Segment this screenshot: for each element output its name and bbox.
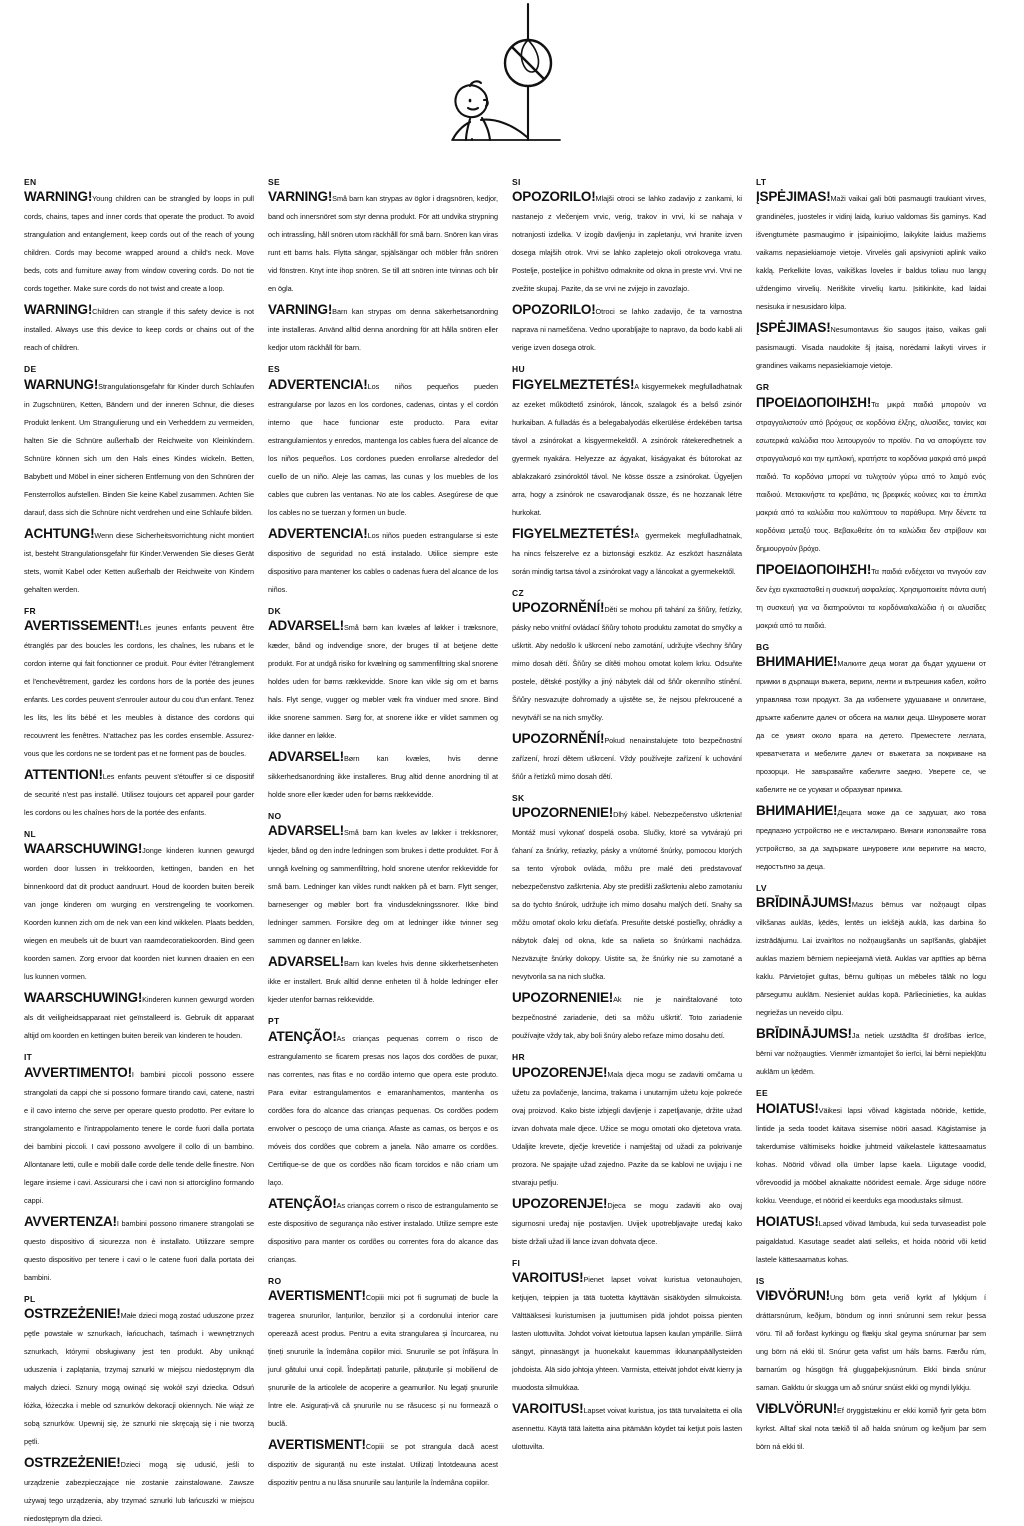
warning-title: OSTRZEŻENIE! <box>24 1306 121 1322</box>
language-block-it <box>24 1053 254 1284</box>
warning-paragraph <box>512 376 742 520</box>
language-code: EN <box>24 177 37 187</box>
language-code: RO <box>268 1275 282 1286</box>
warning-paragraph <box>268 822 498 948</box>
warning-title: ĮSPĖJIMAS! <box>756 189 831 205</box>
warning-paragraph <box>512 525 742 579</box>
warning-body: Maži vaikai gali būti pasmaugti traukiant virves, grandinėles, juosteles ir vidinį laidą, kuriuo valdomas šis gaminys. Kad išvengtumėte pasmaugimo ir įsipainiojimo, laikykite laidus mažiems vaikams nepasiekiamoje vietoje. Virvelės gali apsivynioti aplink vaiko kaklą. Perkelkite lovas, vaikiškas loveles ir baldus toliau nuo langų uždengimo virvelių. Neriškite virvelių kartu. Įsitikinkite, kad laidai nesisuka ir nesusidaro kilpa. <box>756 194 986 312</box>
warning-title: ACHTUNG! <box>24 525 95 541</box>
warning-text-columns <box>0 177 1024 1524</box>
warning-title: HOIATUS! <box>756 1100 819 1116</box>
warning-paragraph <box>268 1195 498 1267</box>
warning-body: Децата може да се задушат, ако това предпазно устройство не е инсталирано. Винаги използвайте това устройство, за да задържате шнуровете или веригите на място, недостъпно за деца. <box>756 808 986 872</box>
warning-paragraph <box>268 1028 498 1190</box>
warning-body: Små barn kan kveles av løkker i trekksnorer, kjeder, bånd og den indre ledningen som brukes i dette produktet. For å unngå kvelning og sammenfiltring, hold snorene utenfor rekkevidde for små barn. Ledninger kan vikles rundt nakken på et barn. Flytt senger, barnesenger og møbler bort fra vindusdekningssnorer. Ikke bind ledninger sammen. Forsikre deg om at ledninger ikke tvinner seg sammen og danner en løkke. <box>268 828 498 946</box>
warning-title: AVVERTIMENTO! <box>24 1064 132 1080</box>
warning-title: AVVERTENZA! <box>24 1213 117 1229</box>
warning-paragraph <box>24 766 254 820</box>
warning-title: UPOZORENJE! <box>512 1064 608 1080</box>
warning-paragraph <box>268 301 498 355</box>
warning-title: WAARSCHUWING! <box>24 990 143 1006</box>
warning-paragraph <box>512 188 742 296</box>
language-block-bg <box>756 643 986 874</box>
warning-paragraph <box>512 804 742 984</box>
warning-paragraph <box>268 1436 498 1490</box>
warning-body: A gyermekek megfulladhatnak, ha nincs felszerelve ez a biztonsági eszköz. Az eszközt használata során mindig tartsa távol a zsinórokat vagy a láncokat a gyermekektől. <box>512 530 742 576</box>
language-block-en <box>24 178 254 355</box>
language-code: EE <box>756 1088 768 1099</box>
language-code: DE <box>24 364 37 375</box>
language-code: DK <box>268 605 281 616</box>
warning-body: Mlajši otroci se lahko zadavijo z zankami, ki nastanejo z vlečenjem vrvic, verig, trakov in vrvi, ki se nahaja v notranjosti izdelka. V izogib davljenju in zapletanju, vrvi hranite izven dosega mlajših otrok. Vrvi se lahko zapletejo okoli otrokovega vratu. Postelje, posteljice in pohištvo odmaknite od okna in preste vrvi. Vrvi ne zvežite skupaj. Pazite, da se vrvi ne zvijejo in zavozlajo. <box>512 194 742 294</box>
language-code: PT <box>268 1016 280 1027</box>
language-block-ee <box>756 1089 986 1266</box>
language-code: HR <box>512 1052 525 1063</box>
warning-paragraph <box>24 617 254 761</box>
warning-paragraph <box>268 953 498 1007</box>
language-block-gr <box>756 383 986 632</box>
warning-paragraph <box>24 1064 254 1208</box>
warning-paragraph <box>756 802 986 874</box>
language-block-dk <box>268 607 498 802</box>
warning-body: Nesumontavus šio saugos įtaiso, vaikas gali pasismaugti. Visada naudokite šį įtaisą, norėdami laikyti virves ir grandines vaikams nepasiekiamoje vietoje. <box>756 325 986 371</box>
warning-title: VARNING! <box>268 189 333 205</box>
warning-body: As crianças correm o risco de estrangulamento se este dispositivo de segurança não estiver instalado. Utilize sempre este dispositivo para manter os cordões ou correntes fora do alcance das crianças. <box>268 1200 498 1264</box>
warning-paragraph <box>512 1269 742 1395</box>
warning-paragraph <box>756 653 986 797</box>
warning-paragraph <box>512 599 742 725</box>
warning-title: ATTENTION! <box>24 767 103 783</box>
warning-title: HOIATUS! <box>756 1213 819 1229</box>
warning-paragraph <box>512 1400 742 1454</box>
warning-body: I bambini piccoli possono essere strangolati da cappi che si possono formare tirando cavi, catene, nastri e il cavo interno che serve per operare questo prodotto. Per evitare lo strangolamento e l'intrappolamento tenere le corde fuori dalla portata dei bambini piccoli. I cavi possono avvolgere il collo di un bambino. Allontanare letti, culle e mobili dalle corde delle tende delle finestre. Non legare insieme i cavi. Assicurarsi che i cavi non si attorciglino formando cappi. <box>24 1069 254 1205</box>
language-column-2 <box>268 177 512 1488</box>
language-block-de <box>24 365 254 596</box>
warning-body: Pienet lapset voivat kuristua vetonauhojen, ketjujen, teippien ja tätä tuotetta käyttävän sisäköyden silmukoista. Välttääksesi kuristumisen ja juuttumisen pidä johdot poissa pienten lasten ulottuvilta. Johdot voivat kietoutua lapsen kaulan ympärille. Siirrä sängyt, pinnasängyt ja huonekalut kauemmas ikkunanpäällysteiden johdoista. Älä sido johtoja yhteen. Varmista, etteivät johdot eivät kierry ja muodosta silmukkaa. <box>512 1275 742 1393</box>
warning-paragraph <box>24 989 254 1043</box>
warning-body: Les enfants peuvent s'étouffer si ce dispositif de securité n'est pas installé. Utilisez toujours cet appareil pour garder les cordons ou les chaînes hors de la portée des enfants. <box>24 772 254 818</box>
warning-body: Små barn kan strypas av öglor i dragsnören, kedjor, band och innersnöret som styr denna produkt. För att undvika strypning och intrassling, håll snören utom räckhåll för små barn. Snören kan viras runt ett barns hals. Flytta sängar, spjälsängar och möbler från snören vid fönstren. Knyt inte ihop snören. Se till att snören inte tvinnas och blir en ögla. <box>268 194 498 294</box>
language-block-ro <box>268 1277 498 1490</box>
warning-title: OPOZORILO! <box>512 189 596 205</box>
warning-body: A kisgyermekek megfulladhatnak az ezeket működtető zsinórok, láncok, szalagok és a belső zsinór hurkaiban. A fulladás és a belegabalyodás elkerülése érdekében tartsa távol a zsinórokat a kisgyermekektől. A zsinórok rátekeredhetnek a gyermek nyakára. Helyezze az ágyakat, kiságyakat és bútorokat az ablakzakaró zsinóroktól távol. Ne kösse össze a zsinórokat. Ügyeljen arra, hogy a zsinórok ne csavarodjanak össze, és ne hozzanak létre hurkokat. <box>512 381 742 517</box>
warning-paragraph <box>24 525 254 597</box>
warning-body: Mazus bērnus var nožņaugt cilpas vilkšanas auklās, ķēdēs, lentēs un iekšējā auklā, kas darbina šo izstrādājumu. Lai izvairītos no nožņaugšanās un sapīšanās, glabājiet auklas maziem bērniem nepieejamā vietā. Auklas var aptīties ap bērna kaklu. Pārvietojiet gultas, bērnu gultiņas un mēbeles tālāk no logu pārsegumu auklām. Nesieniet auklas kopā. Pārliecinieties, ka auklas negriežas un neveido cilpu. <box>756 900 986 1018</box>
warning-title: UPOZORNĚNÍ! <box>512 600 605 616</box>
warning-title: WAARSCHUWING! <box>24 841 143 857</box>
warning-body: Mala djeca mogu se zadaviti omčama u užetu za povlačenje, lancima, trakama i unutarnjim užetu koje pokreće ovaj proizvod. Kako biste izbjegli davljenje i zapetljavanje, držite užad izvan dohvata male djece. Užice se mogu omotati oko djetetova vrata. Udaljite krevete, dječje krevetiće i namještaj od užadi za pokrivanje prozora. Ne spajajte užad zajedno. Pazite da se kablovi ne uvijaju i ne stvaraju petlju. <box>512 1069 742 1187</box>
language-code: SK <box>512 793 525 804</box>
warning-body: Strangulationsgefahr für Kinder durch Schlaufen in Zugschnüren, Ketten, Bändern und der inneren Schnur, die dieses Produkt lenkent. Um Strangulierung und ein Verheddern zu vermeiden, halten Sie die Schnüre außerhalb der Reichweite von Kleinkindern. Schnüre können sich um den Hals eines Kindes wickeln. Betten, Babybett und Möbel in einer sicheren Entfernung von den Schnüren der Fensterrollos aufstellen. Binden Sie keine Kabel zusammen. Achten Sie darauf, dass sich die Schnüre nicht verdrehen und eine Schlaufe bilden. <box>24 381 254 517</box>
warning-title: VIÐVÖRUN! <box>756 1288 830 1304</box>
warning-body: Małe dzieci mogą zostać uduszone przez pętle powstałe w sznurkach, łańcuchach, taśmach i wewnętrznych sznurkach, którymi obsługiwany jest ten produkt. Aby uniknąć uduszenia i zaplątania, trzymaj sznurki w miejscu niedostępnym dla małych dzieci. Sznury mogą owinąć się wokół szyi dziecka. Odsuń łóżka, łóżeczka i meble od sznurków dekoracji okiennych. Nie wiąż ze sobą sznurków. Upewnij się, że sznurki nie skręcają się i nie tworzą pętli. <box>24 1311 254 1447</box>
warning-paragraph <box>24 1454 254 1526</box>
language-block-se <box>268 178 498 355</box>
warning-title: UPOZORNENIE! <box>512 805 614 821</box>
language-block-pt <box>268 1017 498 1266</box>
warning-title: VARNING! <box>268 302 333 318</box>
warning-paragraph <box>512 989 742 1043</box>
language-code: NL <box>24 829 36 840</box>
warning-title: AVERTISMENT! <box>268 1437 366 1453</box>
warning-title: UPOZORNENIE! <box>512 990 614 1006</box>
warning-title: BRĪDINĀJUMS! <box>756 1026 852 1042</box>
warning-body: Τα μικρά παιδιά μπορούν να στραγγαλιστούν από βρόχους σε κορδόνια έλξης, αλυσίδες, ταινίες και εσωτερικά καλώδια που λειτουργούν το προϊόν. Για να αποφύγετε τον στραγγαλισμό και την εμπλοκή, κρατήστε τα κορδόνια μακριά από μικρά παιδιά. Τα κορδόνια μπορεί να τυλιχτούν γύρω από το λαιμό ενός παιδιού. Μετακινήστε τα κρεβάτια, τις βρεφικές κούνιες και τα έπιπλα μακριά από τα καλώδια που καλύπτουν τα παράθυρα. Μην δένετε τα κορδόνια μεταξύ τους. Βεβαιωθείτε ότι τα καλώδια δεν στρίβουν και δημιουργούν βρόχο. <box>756 399 986 553</box>
language-code: FI <box>512 1257 521 1268</box>
warning-paragraph <box>268 1287 498 1431</box>
warning-paragraph <box>512 730 742 784</box>
warning-title: VAROITUS! <box>512 1401 584 1417</box>
language-code: SI <box>512 177 521 187</box>
warning-body: Copiii se pot strangula dacă acest dispozitiv de siguranță nu este instalat. Utilizați întotdeauna acest dispozitiv pentru a nu lăsa snururile sau lanțurile la îndemâna copiilor. <box>268 1442 498 1488</box>
warning-body: Les jeunes enfants peuvent être étranglés par des boucles les cordons, les chaînes, les rubans et le cordon interne qui fait fonctionner ce produit. Pour éviter l'étranglement et l'enchevêtrement, gardez les cordons hors de la portée des jeunes enfants. Les cordes peuvent s'enrouler autour du cou d'un enfant. Tenez les lits, les lits bébé et les meubles à distance des cordons qui recouvrent les fenêtres. N'attachez pas les cordes ensemble. Assurez-vous que les cordons ne se tordent pas et ne forment pas de boucles. <box>24 623 254 759</box>
warning-title: ВНИМАНИЕ! <box>756 803 838 819</box>
warning-paragraph <box>268 376 498 520</box>
warning-title: ĮSPĖJIMAS! <box>756 320 831 336</box>
warning-body: Ef öryggistækinu er ekki komið fyrir geta börn kyrkst. Alltaf skal nota tækið til að halda snúrum og keðjum þar sem börn ná ekki til. <box>756 1406 986 1452</box>
language-block-lt <box>756 178 986 373</box>
warning-title: ADVARSEL! <box>268 749 344 765</box>
warning-illustration <box>0 0 1024 172</box>
warning-body: Barn kan kveles hvis denne sikkerhetsenheten ikke er installert. Bruk alltid denne enheten til å holde ledninger eller kjeder utenfor barnas rekkevidde. <box>268 959 498 1005</box>
warning-paragraph <box>24 1213 254 1285</box>
warning-body: Otroci se lahko zadavijo, če ta varnostna naprava ni nameščena. Vedno uporabljajte to napravo, da bodo kabli ali verige izven dosega otrok. <box>512 307 742 353</box>
warning-body: Copiii mici pot fi sugrumați de bucle la tragerea snururilor, lanțurilor, benzilor și a cordonului interior care operează acest produs. Pentru a evita strangularea și încurcarea, nu țineți snururile la îndemâna copiilor mici. Snururile se pot înfășura în jurul gâtului unui copil. Îndepărtați paturile, pătuțurile și mobilierul de șnururile de la articolele de acoperire a geamurilor. Nu legați șnururile între ele. Asigurați-vă că șnururile nu se răsucesc și nu formează o buclă. <box>268 1293 498 1429</box>
warning-body: Barn kan strypas om denna säkerhetsanordning inte installeras. Använd alltid denna anordning för att hålla snören eller kedjor utom räckhåll för barn. <box>268 307 498 353</box>
warning-paragraph <box>512 1195 742 1249</box>
warning-paragraph <box>756 561 986 633</box>
warning-body: Väikesi lapsi võivad kägistada nööride, kettide, lintide ja seda toodet käitava sisemise nööri aasad. Kägistamise ja takerdumise vältimiseks hoidke juhtmeid väikelastele kättesaamatus kohas. Nöörid võivad olla ümber lapse kaela. Liigutage voodid, võrevoodid ja mööbel aknakatte nööridest eemale. Ärge siduge nööre kokku. Veenduge, et nöörid ei keerduks ega moodustaks silmust. <box>756 1105 986 1205</box>
warning-title: ATENÇÃO! <box>268 1195 337 1211</box>
warning-body: Ja netiek uzstādīta šī drošības ierīce, bērni var nožņaugties. Vienmēr izmantojiet šo ierīci, lai bērni nepiekļūtu auklām un ķēdēm. <box>756 1031 986 1077</box>
language-block-cz <box>512 589 742 784</box>
warning-paragraph <box>268 525 498 597</box>
warning-body: Děti se mohou při tahání za šňůry, řetízky, pásky nebo vnitřní ovládací šňůry tohoto produktu zamotat do smyčky a uškrtit. Aby nedošlo k uškrcení nebo zamotání, udržujte všechny šňůry mimo dosah dětí. Šňůry se dítěti mohou omotat kolem krku. Odsuňte postele, dětské postýlky a jiný nábytek dál od šňůr okenního stínění. Šňůry nesvazujte dohromady a ujistěte se, že nejsou překroucené a nevytváří se na nich smyčky. <box>512 605 742 723</box>
warning-body: Børn kan kvæles, hvis denne sikkerhedsanordning ikke installeres. Brug altid denne anordning til at holde snore eller kæder uden for børns rækkevidde. <box>268 754 498 800</box>
warning-paragraph <box>512 301 742 355</box>
warning-title: VIÐLVÖRUN! <box>756 1401 837 1417</box>
warning-paragraph <box>756 188 986 314</box>
warning-title: VAROITUS! <box>512 1270 584 1286</box>
warning-body: Små børn kan kvæles af løkker i træksnore, kæder, bånd og indvendige snore, der bruges til at betjene dette produkt. For at undgå risiko for kvælning og sammenfiltring skal snorene holdes uden for børns rækkevidde. Snore kan vikle sig om et barns hals. Flyt senge, vugger og møbler væk fra vinduer med snore. Bind ikke snorene sammen. Sørg for, at snorene ikke er viklet sammen og ikke danner en løkke. <box>268 623 499 741</box>
language-block-fi <box>512 1259 742 1454</box>
warning-title: ВНИМАНИЕ! <box>756 654 838 670</box>
warning-body: Kinderen kunnen gewurgd worden als dit veiligheidsapparaat niet geïnstalleerd is. Gebruik dit apparaat altijd om koorden en kettingen buiten bereik van kinderen te houden. <box>24 995 254 1041</box>
language-code: HU <box>512 364 525 375</box>
language-block-no <box>268 812 498 1007</box>
warning-body: Los niños pequeños pueden estrangularse por lazos en los cordones, cadenas, cintas y el cordón interno que hace funcionar este producto. Para evitar estrangulamientos y enredos, mantenga los cables fuera del alcance de los niños pequeños. Los cordones pueden enrollarse alrededor del cuello de un niño. Aleje las camas, las cunas y los muebles de los cables que cubren las ventanas. No ate los cables. Asegúrese de que los cables no se tuerzan y formen un bucle. <box>268 381 498 517</box>
warning-title: OPOZORILO! <box>512 302 596 318</box>
language-code: GR <box>756 382 770 393</box>
warning-body: Lapsed võivad lämbuda, kui seda turvaseadist pole paigaldatud. Kasutage seadet alati selleks, et hoida nöörid või ketid lastele kättesaamatus kohas. <box>756 1218 986 1264</box>
warning-title: ADVARSEL! <box>268 618 344 634</box>
warning-body: Djeca se mogu zadaviti ako ovaj sigurnosni uređaj nije postavljen. Uvijek upotrebljavajte uređaj kako biste držali užad ili lance izvan dohvata djece. <box>512 1200 742 1246</box>
language-code: LV <box>756 883 767 894</box>
warning-body: Ak nie je nainštalované toto bezpečnostné zariadenie, deti sa môžu uškrtiť. Toto zariadenie používajte vždy tak, aby boli šnúry alebo reťaze mimo dosahu detí. <box>512 995 742 1041</box>
warning-body: Children can strangle if this safety device is not installed. Always use this device to keep cords or chains out of the reach of children. <box>24 307 254 353</box>
warning-title: ADVARSEL! <box>268 823 344 839</box>
warning-title: ΠΡΟΕΙΔΟΠΟΙΗΣΗ! <box>756 394 872 410</box>
warning-body: I bambini possono rimanere strangolati se questo dispositivo di sicurezza non è installato. Utilizzare sempre questo dispositivo per tenere i cavi o le catene fuori dalla portata dei bambini. <box>24 1218 254 1282</box>
language-block-hu <box>512 365 742 578</box>
warning-paragraph <box>268 188 498 296</box>
language-code: LT <box>756 177 767 187</box>
language-code: SE <box>268 177 280 187</box>
warning-paragraph <box>756 319 986 373</box>
warning-body: Los niños pueden estrangularse si este dispositivo de seguridad no está instalado. Utilice siempre este dispositivo para mantener los cables o cadenas fuera del alcance de los niños. <box>268 530 498 594</box>
warning-paragraph <box>24 1305 254 1449</box>
warning-body: Малките деца могат да бъдат удушени от примки в дърпащи въжета, вериги, ленти и вътрешния кабел, който управлява този продукт. За да избегнете удушаване и оплитане, дръжте кабелите далеч от обсега на малки деца. Шнуровете могат да се увият около врата на детето. Преместете леглата, креватчетата и мебелите далеч от въжетата за покриване на прозорци. Не завързвайте кабелите заедно. Уверете се, че кабелите не се усукват и образуват примка. <box>756 659 986 795</box>
warning-paragraph <box>24 376 254 520</box>
warning-title: FIGYELMEZTETÉS! <box>512 376 635 392</box>
warning-title: BRĪDINĀJUMS! <box>756 895 852 911</box>
warning-title: UPOZORNĚNÍ! <box>512 731 605 747</box>
warning-title: ADVERTENCIA! <box>268 376 368 392</box>
warning-body: Jonge kinderen kunnen gewurgd worden door lussen in trekkoorden, kettingen, banden en het binnenkoord dat dit product aandruurt. Houd de koorden buiten bereik van jonge kinderen om wurging en verstrengeling te voorkomen. Koorden kunnen zich om de nek van een kind wikkelen. Plaats bedden, wiegen en meubels uit de buurt van raamdecoratiekoorden. Bind geen koorden samen. Zorg ervoor dat koorden niet kunnen draaien en een lus kunnen vormen. <box>24 846 254 982</box>
warning-body: Ung börn geta verið kyrkt af lykkjum í dráttarsnúrum, keðjum, böndum og innri snúrunni sem rekur þessa vöru. Til að forðast kyrkingu og flækju skal geyma snúrurnar þar sem ung börn ná ekki til. Snúrur geta vafist um háls barns. Færðu rúm, barnarúm og húsgögn frá gluggaþekjusnúrum. Ekki binda snúrur saman. Gakktu úr skugga um að snúrur snúist ekki og myndi lykkju. <box>756 1293 986 1393</box>
warning-body: Dzieci mogą się udusić, jeśli to urządzenie zabezpieczające nie zostanie zainstalowane. Zawsze używaj tego urządzenia, aby trzymać sznurki lub łańcuszki w miejscu niedostępnym dla dzieci. <box>24 1460 254 1524</box>
child-cord-hazard-drawing <box>0 0 1024 172</box>
warning-title: WARNING! <box>24 302 93 318</box>
language-block-si <box>512 178 742 355</box>
warning-title: AVERTISSEMENT! <box>24 618 140 634</box>
warning-body: Τα παιδιά ενδέχεται να πνιγούν εαν δεν έχει εγκατασταθεί η συσκευή ασφαλείας. Χρησιμοποιείτε πάντα αυτή τη συσκευή για να διατηρούνται τα κορδόνια/καλώδια ή οι αλυσίδες μακριά από τα παιδιά. <box>756 566 986 630</box>
language-code: PL <box>24 1293 36 1304</box>
warning-paragraph <box>756 1213 986 1267</box>
warning-paragraph <box>268 748 498 802</box>
warning-paragraph <box>24 301 254 355</box>
language-block-fr <box>24 607 254 820</box>
warning-paragraph <box>756 1100 986 1208</box>
warning-paragraph <box>756 394 986 556</box>
language-code: IT <box>24 1052 33 1063</box>
warning-title: ΠΡΟΕΙΔΟΠΟΙΗΣΗ! <box>756 561 872 577</box>
warning-paragraph <box>756 894 986 1020</box>
language-code: BG <box>756 641 770 652</box>
warning-paragraph <box>756 1287 986 1395</box>
language-code: CZ <box>512 587 524 598</box>
warning-body: Lapset voivat kuristua, jos tätä turvalaitetta ei olla asennettu. Käytä tätä laitetta aina pitämään köydet tai ketjut pois lasten ulottuvilta. <box>512 1406 742 1452</box>
warning-title: ATENÇÃO! <box>268 1028 337 1044</box>
warning-paragraph <box>268 617 498 743</box>
language-block-es <box>268 365 498 596</box>
language-block-hr <box>512 1053 742 1248</box>
warning-title: ADVERTENCIA! <box>268 525 368 541</box>
language-block-nl <box>24 830 254 1043</box>
language-column-4 <box>756 177 1000 1452</box>
language-column-1 <box>24 177 268 1524</box>
warning-title: WARNING! <box>24 189 93 205</box>
warning-title: OSTRZEŻENIE! <box>24 1455 121 1471</box>
warning-paragraph <box>756 1025 986 1079</box>
warning-title: ADVARSEL! <box>268 954 344 970</box>
warning-body: Young children can be strangled by loops in pull cords, chains, tapes and inner cords that operate the product. To avoid strangulation and entanglement, keep cords out of the reach of young children. Cords may become wrapped around a child's neck. Move beds, cots and furniture away from window covering cords. Do not tie cords together. Make sure cords do not twist and create a loop. <box>24 194 254 294</box>
language-code: IS <box>756 1275 765 1286</box>
warning-paragraph <box>512 1064 742 1190</box>
language-block-lv <box>756 884 986 1079</box>
language-block-sk <box>512 794 742 1043</box>
language-code: FR <box>24 605 36 616</box>
warning-paragraph <box>24 188 254 296</box>
language-code: NO <box>268 811 282 822</box>
warning-body: Wenn diese Sicherheitsvorrichtung nicht montiert ist, besteht Strangulationsgefahr für Kinder.Verwenden Sie dieses Gerät stets, womit Kabel oder Ketten außerhalb der Reichweite von Kindern gehalten werden. <box>24 530 254 594</box>
warning-body: As crianças pequenas correm o risco de estrangulamento se ficarem presas nos laços dos cordões de puxar, nas correntes, nas fitas e no cordão interno que opera este produto. Para evitar estrangulamentos e emaranhamentos, mantenha os cordões fora do alcance das crianças pequenas. Os cordões podem envolver o pescoço de uma criança. Afaste as camas, os berços e os móveis dos cordões que cobrem a janela. Não amarre os cordões. Certifique-se de que os cordões não ficam torcidos e não criam um laço. <box>268 1033 498 1187</box>
language-block-is <box>756 1277 986 1454</box>
warning-body: Dlhý kábel. Nebezpečenstvo uškrtenia! Montáž musí vykonať dospelá osoba. Slučky, ktoré sa vytvárajú pri ťahaní za šnúrky, retiazky, pásky a vnútorné šnúrky, pomocou ktorých sa tento výrobok ovláda, môžu pre malé deti predstavovať nebezpečenstvo zaškrtenia. Aby ste predišli zaškrteniu alebo zamotaniu sa do tychto šnúrok, udržujte ich mimo dosahu malých detí. Snahy sa môžu omotať okolo krku dieťaťa. Presuňte detské postieľky, ohrádky a nábytok ďalej od okna, kde sa nalieta so šnúrkami nachádza. Nezväzujte šnúrky dokopy. Uistite sa, že šnúrky nie su zamotané a nevytvorila sa na nich slučka. <box>512 810 742 982</box>
warning-body: Pokud nenainstalujete toto bezpečnostní zařízení, hrozí dětem uškrcení. Vždy používejte zařízení k uchování šňůr a řetízků mimo dosah dětí. <box>512 736 742 782</box>
warning-paragraph <box>756 1400 986 1454</box>
warning-paragraph <box>24 840 254 984</box>
warning-title: WARNUNG! <box>24 376 99 392</box>
language-column-3 <box>512 177 756 1452</box>
language-block-pl <box>24 1295 254 1526</box>
warning-title: UPOZORENJE! <box>512 1195 608 1211</box>
warning-title: AVERTISMENT! <box>268 1288 366 1304</box>
language-code: ES <box>268 364 280 375</box>
warning-title: FIGYELMEZTETÉS! <box>512 525 635 541</box>
